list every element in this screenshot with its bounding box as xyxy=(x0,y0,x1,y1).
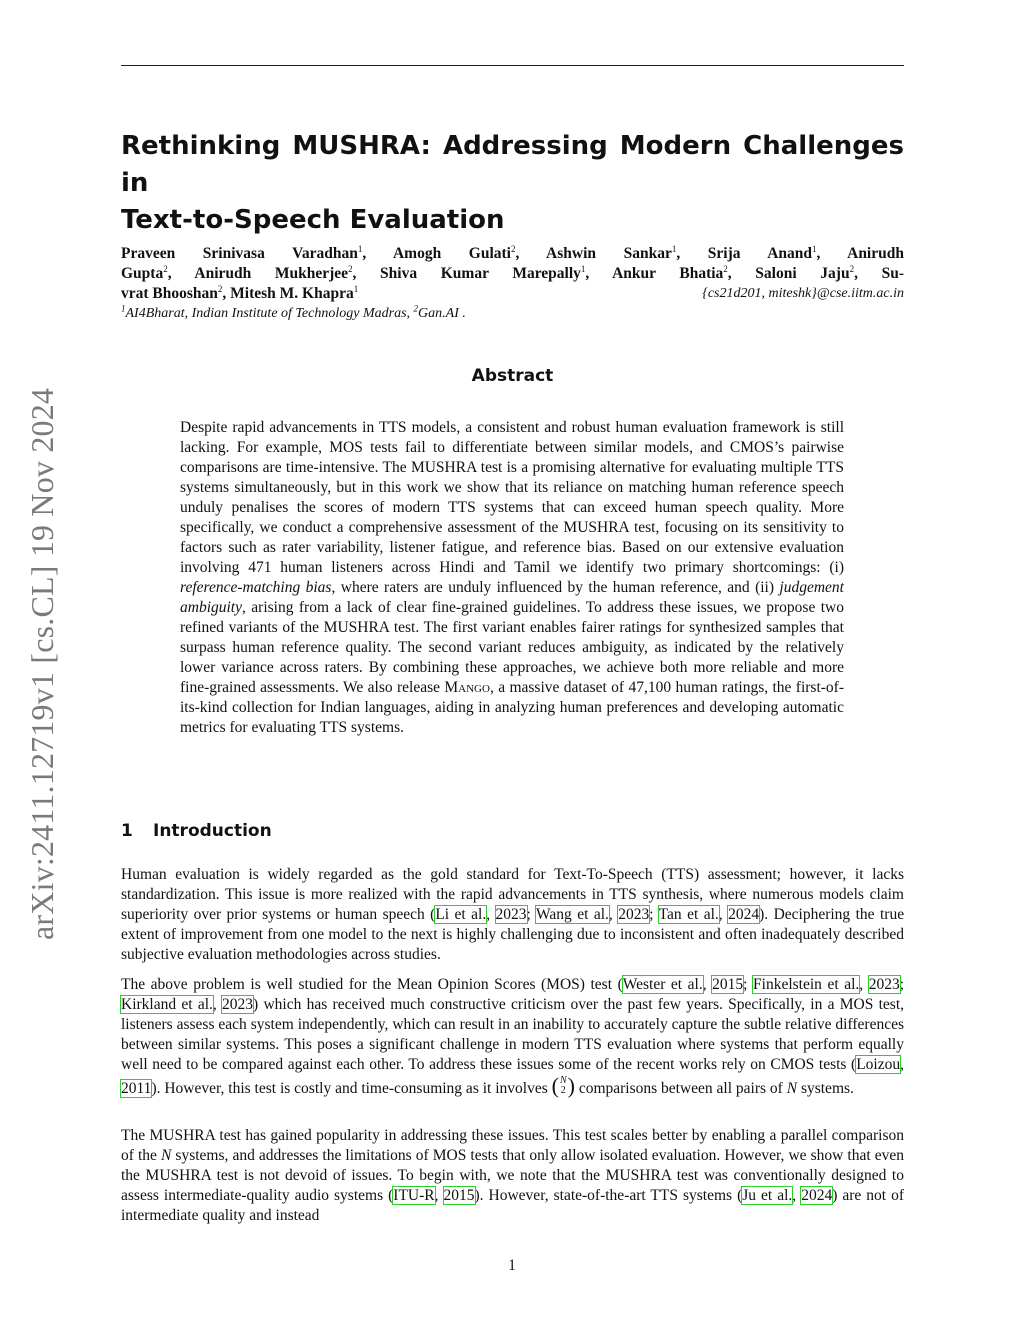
citation-link[interactable]: Li et al. xyxy=(435,906,487,923)
citation-link[interactable]: Tan et al. xyxy=(658,906,719,923)
author-affiliations: $^1$AI4Bharat, Indian Institute of Technology Madras, $^2$Gan.AI . xyxy=(121,303,466,321)
author-block xyxy=(121,244,904,324)
citation-link[interactable]: ITU-R xyxy=(393,1187,435,1204)
page-number: 1 xyxy=(508,1257,516,1274)
binomial-coefficient: ( N 2 ) xyxy=(551,1073,575,1098)
arxiv-side-stamp: arXiv:2411.12719v1 [cs.CL] 19 Nov 2024 xyxy=(24,387,60,940)
mango-dataset-name: Mango xyxy=(444,679,490,696)
abstract-heading: Abstract xyxy=(471,366,554,386)
top-rule xyxy=(121,65,904,66)
section-heading-introduction xyxy=(121,821,904,841)
abstract-text: Despite rapid advancements in TTS models, a consistent and robust human evaluation framework is still lacking. For example, MOS tests fail to differentiate between similar models, and CMOS’s pairwise comparisons are time-intensive. The MUSHRA test is a promising alternative for evaluating multiple TTS systems simultaneously, but in this work we show that its reliance on matching human reference speech unduly penalises the scores of modern TTS systems that can exceed human speech quality. More specifically, we conduct a comprehensive assessment of the MUSHRA test, focusing on its sensitivity to factors such as rater variability, listener fatigue, and reference bias. Based on our extensive evaluation involving 471 human listeners across Hindi and Tamil we identify two primary shortcomings: (i) reference-matching bias, where raters are unduly influenced by the human reference, and (ii) judgement ambiguity, arising from a lack of clear fine-grained guidelines. To address these issues, we propose two refined variants of the MUSHRA test. The first variant enables fairer ratings for synthesized samples that surpass human reference quality. The second variant reduces ambiguity, as indicated by the relatively lower variance across raters. By combining these approaches, we achieve both more reliable and more fine-grained assessments. We also release Mango, a massive dataset of 47,100 human ratings, the first-of-its-kind collection for Indian languages, aiding in analyzing human preferences and developing automatic metrics for evaluating TTS systems. xyxy=(180,419,844,736)
section-number: 1 xyxy=(121,821,133,841)
author-line-2: Gupta$^2$, Anirudh Mukherjee$^2$, Shiva Kumar Marepally$^1$, Ankur Bhatia$^2$, Saloni Jaju$^2$, Su- xyxy=(121,263,905,282)
citation-link[interactable]: Wang et al. xyxy=(536,906,609,923)
title-line-1: Rethinking MUSHRA: Addressing Modern Challenges in xyxy=(121,131,904,198)
citation-link[interactable]: Loizou xyxy=(856,1056,901,1073)
citation-link[interactable]: 2023 xyxy=(222,996,254,1013)
citation-link[interactable]: Ju et al. xyxy=(742,1187,793,1204)
citation-link[interactable]: Kirkland et al. xyxy=(121,996,213,1013)
citation-link[interactable]: Wester et al. xyxy=(622,976,703,993)
intro-paragraph-2: The above problem is well studied for the Mean Opinion Scores (MOS) test (Wester et al., 2015; Finkelstein et al., 2023; Kirkland et al., 2023) which has received much constructive criticism over the past few years. Specifically, in a MOS test, listeners assess each system independently, which can result in an inability to accurately capture the subtle relative differences between similar systems. This poses a significant challenge in modern TTS evaluation where systems that perform equally well need to be compared against each other. To address these issues some of the recent works rely on CMOS tests (Loizou, 2011). However, this test is costly and time-consuming as it involves ( N 2 ) comparisons between all pairs of N systems. xyxy=(121,976,905,1098)
intro-paragraph-1: Human evaluation is widely regarded as the gold standard for Text-To-Speech (TTS) assessment; however, it lacks standardization. This issue is more realized with the rapid advancements in TTS synthesis, where numerous models claim superiority over prior systems or human speech (Li et al., 2023; Wang et al., 2023; Tan et al., 2024). Deciphering the true extent of improvement from one model to the next is highly challenging due to inconsistent and often inadequately described subjective evaluation methodologies across studies. xyxy=(121,866,905,963)
citation-link[interactable]: 2015 xyxy=(443,1187,475,1204)
citation-link[interactable]: 2011 xyxy=(121,1080,152,1097)
citation-link[interactable]: 2023 xyxy=(618,906,650,923)
author-email: {cs21d201, miteshk}@cse.iitm.ac.in xyxy=(702,286,904,301)
citation-link[interactable]: Finkelstein et al. xyxy=(753,976,860,993)
citation-link[interactable]: 2024 xyxy=(728,906,760,923)
citation-link[interactable]: 2023 xyxy=(868,976,900,993)
section-title: Introduction xyxy=(153,821,272,841)
paper-title xyxy=(121,128,904,239)
title-line-2: Text-to-Speech Evaluation xyxy=(121,205,505,235)
intro-paragraph-3: The MUSHRA test has gained popularity in addressing these issues. This test scales better by enabling a parallel comparison of the N systems, and addresses the limitations of MOS tests that only allow isolated evaluation. However, we show that even the MUSHRA test is not devoid of issues. To begin with, we note that the MUSHRA test was conventionally designed to assess intermediate-quality audio systems (ITU-R, 2015). However, state-of-the-art TTS systems (Ju et al., 2024) are not of intermediate quality and instead xyxy=(121,1127,905,1224)
author-line-3: vrat Bhooshan$^2$, Mitesh M. Khapra$^1$ {cs21d201, miteshk}@cse.iitm.ac.in xyxy=(121,283,904,302)
author-line-1: Praveen Srinivasa Varadhan$^1$, Amogh Gulati$^2$, Ashwin Sankar$^1$, Srija Anand$^1$, Anirudh xyxy=(121,243,904,262)
citation-link[interactable]: 2015 xyxy=(712,976,744,993)
citation-link[interactable]: 2023 xyxy=(495,906,527,923)
citation-link[interactable]: 2024 xyxy=(801,1187,833,1204)
